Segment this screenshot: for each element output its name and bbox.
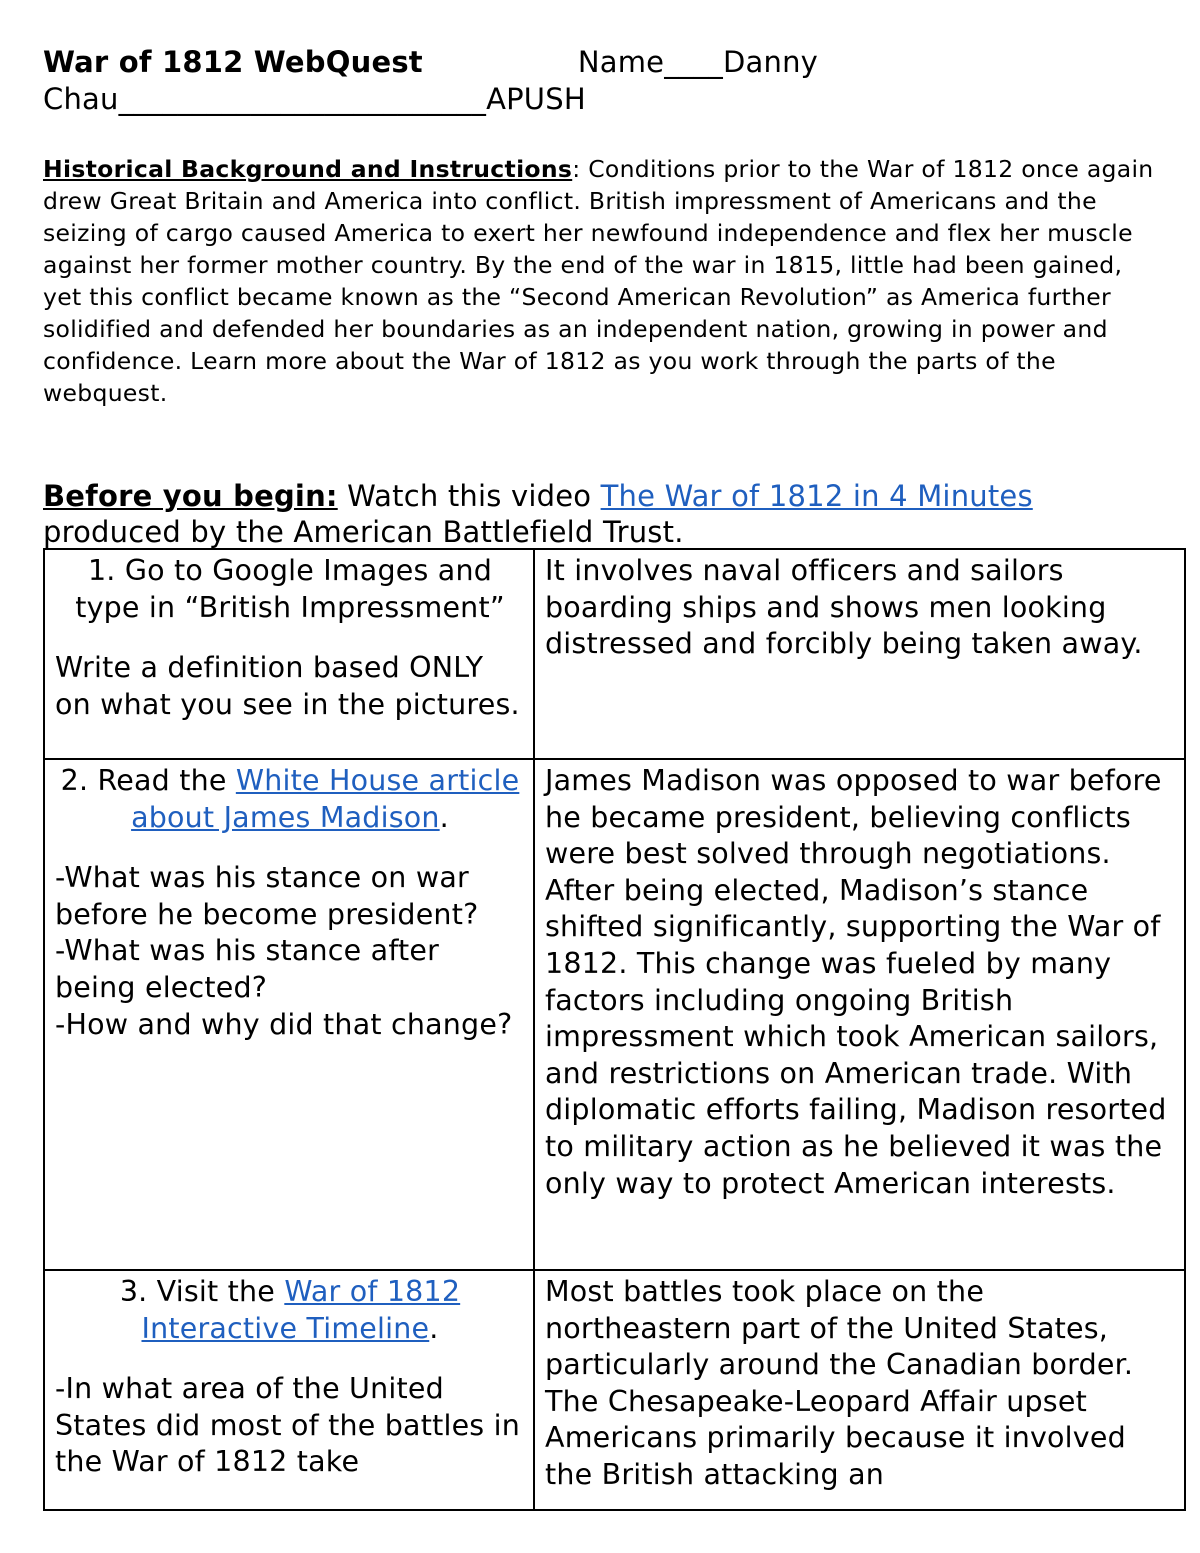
- answer-cell[interactable]: [534, 1270, 1185, 1510]
- question-number-text: 2. Read the: [60, 764, 236, 797]
- name-field: Name____Danny: [577, 45, 819, 79]
- question-heading: [55, 763, 525, 836]
- question-cell: [44, 759, 534, 1270]
- answer-cell[interactable]: [534, 759, 1185, 1270]
- answer-text: James Madison was opposed to war before he became president, believing conflicts were best solved through negotiations. After being elected, Madison’s stance shifted significantly, supporting the War of 1812. This change was fueled by many factors including ongoing British impressment which took American sailors, and restrictions on American trade. With diplomatic efforts failing, Madison resorted to military action as he believed it was the only way to protect American interests.: [545, 764, 1167, 1200]
- answer-text: It involves naval officers and sailors boarding ships and shows men looking distressed and forcibly being taken away.: [545, 554, 1143, 661]
- question-prompt: -What was his stance on war before he become president?: [55, 861, 479, 931]
- answer-cell[interactable]: [534, 549, 1185, 759]
- table-row: [44, 549, 1185, 759]
- before-heading: Before you begin:: [43, 479, 338, 513]
- background-text: : Conditions prior to the War of 1812 once again drew Great Britain and America into conflict. British impressment of Americans and the seizing of cargo caused America to exert her newfound independence and flex her muscle against her former mother country. By the end of the war in 1815, little had been gained, yet this conflict became known as the “Second American Revolution” as America further solidified and defended her boundaries as an independent nation, growing in power and confidence. Learn more about the War of 1812 as you work through the parts of the webquest.: [43, 155, 1154, 407]
- question-number-text: 3. Visit the: [119, 1275, 285, 1308]
- answer-text: Most battles took place on the northeastern part of the United States, particularly around the Canadian border. The Chesapeake-Leopard Affair upset Americans primarily because it involved the British attacking an: [545, 1275, 1134, 1491]
- background-heading: Historical Background and Instructions: [43, 155, 573, 183]
- question-table: [43, 548, 1186, 1511]
- question-prompt: -How and why did that change?: [55, 1007, 513, 1041]
- table-row: [44, 759, 1185, 1270]
- question-prompt: Write a definition based ONLY on what you see in the pictures.: [55, 651, 520, 721]
- before-text-1: Watch this video: [337, 479, 601, 513]
- question-suffix: .: [439, 800, 449, 834]
- name-field-continued: Chau_________________________APUSH: [43, 82, 586, 116]
- historical-background: [43, 153, 1163, 409]
- question-prompt: -In what area of the United States did most of the battles in the War of 1812 take: [55, 1372, 520, 1479]
- question-prompt: -What was his stance after being elected?: [55, 934, 440, 1004]
- video-link[interactable]: The War of 1812 in 4 Minutes: [600, 479, 1033, 513]
- before-you-begin: [43, 478, 1163, 550]
- worksheet-title: War of 1812 WebQuest: [43, 45, 423, 79]
- white-house-article-link[interactable]: White House article about James Madison: [131, 764, 520, 834]
- question-suffix: .: [429, 1311, 439, 1345]
- question-heading: [55, 1274, 525, 1347]
- before-text-2: produced by the American Battlefield Trust.: [43, 515, 684, 549]
- table-row: [44, 1270, 1185, 1510]
- question-cell: [44, 549, 534, 759]
- worksheet-header: [43, 44, 1163, 118]
- interactive-timeline-link[interactable]: War of 1812 Interactive Timeline: [141, 1275, 461, 1345]
- question-cell: [44, 1270, 534, 1510]
- question-heading: 1. Go to Google Images and type in “British Impressment”: [75, 554, 505, 624]
- question-prompts: [55, 860, 525, 1043]
